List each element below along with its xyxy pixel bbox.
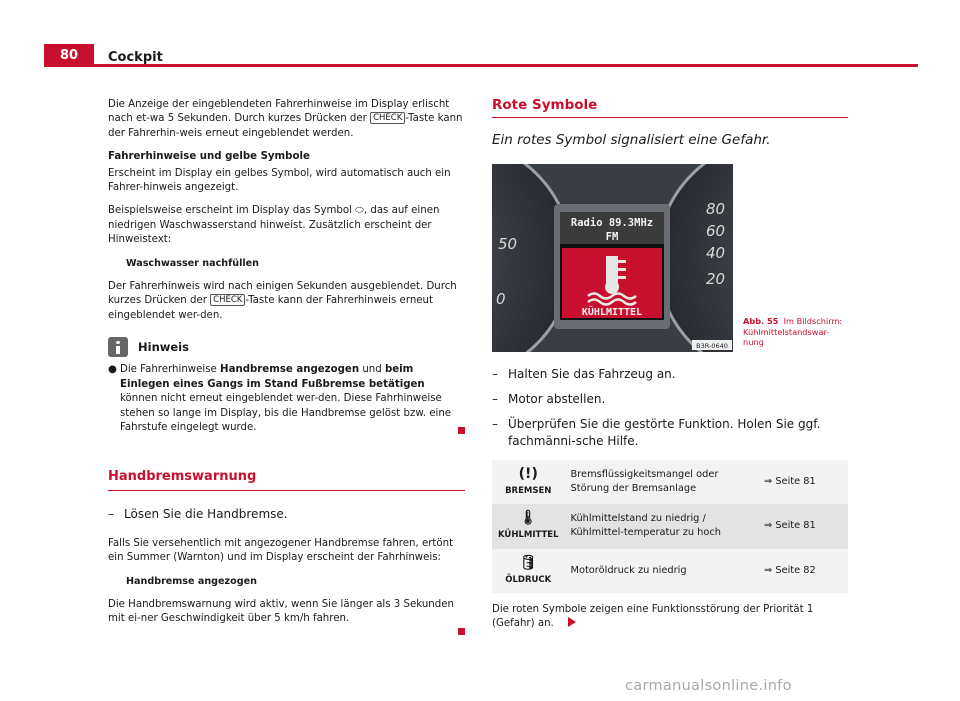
display-radio-text: Radio 89.3MHz: [570, 216, 654, 229]
table-cell-description: Bremsflüssigkeitsmangel oder Störung der Bremsanlage: [565, 460, 758, 504]
paragraph: Die Handbremswarnung wird aktiv, wenn Sie länger als 3 Sekunden mit ei-ner Geschwindigkeit über 5 km/h fahren.: [108, 598, 454, 625]
info-icon: [108, 337, 128, 357]
gauge-label: 0: [496, 289, 506, 308]
right-column: [492, 98, 848, 641]
section-title: Handbremswarnung: [108, 470, 465, 490]
page-reference-link[interactable]: ⇒ Seite 81: [758, 504, 848, 548]
section-end-icon: [458, 628, 465, 635]
instruction-step: – Überprüfen Sie die gestörte Funktion. Holen Sie ggf. fachmänni-sche Hilfe.: [492, 416, 821, 448]
table-row: [492, 460, 848, 504]
check-key: CHECK: [210, 294, 245, 306]
table-row: [492, 549, 848, 593]
header-rule: [44, 64, 918, 67]
instruction-step: – Lösen Sie die Handbremse.: [108, 506, 288, 521]
subheading: Fahrerhinweise und gelbe Symbole: [108, 151, 310, 163]
left-column: [108, 98, 465, 635]
coolant-icon: 🌡 KÜHLMITTEL: [492, 504, 565, 548]
gauge-label: 50: [498, 234, 518, 253]
gauge-label: 20: [706, 269, 726, 288]
cluster-illustration: [492, 164, 733, 352]
symbol-table: [492, 460, 848, 593]
instruction-step: – Motor abstellen.: [492, 391, 606, 406]
paragraph: Falls Sie versehentlich mit angezogener Handbremse fahren, ertönt ein Summer (Warnton) und im Display erscheint der Fahrhinweis:: [108, 537, 454, 564]
table-cell-description: Motoröldruck zu niedrig: [565, 549, 758, 593]
section-title: Rote Symbole: [492, 98, 848, 118]
paragraph: Die Anzeige der eingeblendeten Fahrerhinweise im Display erlischt nach et-wa 5 Sekunden. Durch kurzes Drücken der CHECK -Taste kann der Fahrerhin-weis erneut eingeblendet werden.: [108, 99, 463, 139]
display-warning-text: KÜHLMITTEL: [581, 306, 643, 318]
note-bullet: ● Die Fahrerhinweise Handbremse angezogen und beim Einlegen eines Gangs im Stand Fußbremse betätigen können nicht erneut eingeblendet wer-den. Diese Fahrhinweise stehen so lange im Display, bis die Handbremse gelöst bzw. eine Fahrstufe eingelegt wurde.: [108, 363, 465, 435]
display-message: Waschwasser nachfüllen: [126, 257, 260, 269]
paragraph: Beispielsweise erscheint im Display das Symbol ⬭, das auf einen niedrigen Waschwasserstand hinweist. Zusätzlich erscheint der Hinweistext:: [108, 205, 440, 246]
gauge-label: 80: [706, 199, 726, 218]
bullet-icon: ●: [108, 364, 117, 376]
gauge-label: 40: [706, 243, 726, 262]
section-subtitle: Ein rotes Symbol signalisiert eine Gefahr.: [492, 132, 771, 149]
continue-arrow-icon: [568, 617, 576, 627]
table-row: [492, 504, 848, 548]
page-number: 80: [44, 44, 94, 67]
paragraph: Der Fahrerhinweis wird nach einigen Sekunden ausgeblendet. Durch kurzes Drücken der CHECK -Taste kann der Fahrerhinweis erneut eingeblendet wer-den.: [108, 281, 457, 321]
table-cell-description: Kühlmittelstand zu niedrig / Kühlmittel-temperatur zu hoch: [565, 504, 758, 548]
figure-code: B3R-0640: [696, 341, 728, 350]
instruction-step: – Halten Sie das Fahrzeug an.: [492, 366, 676, 381]
page-reference-link[interactable]: ⇒ Seite 81: [758, 460, 848, 504]
gauge-label: 60: [706, 221, 726, 240]
oil-can-icon: 🛢 ÖLDRUCK: [492, 549, 565, 593]
check-key: CHECK: [370, 112, 405, 124]
chapter-title: Cockpit: [108, 50, 163, 65]
figure: [492, 164, 848, 352]
note-header: [108, 337, 465, 357]
note-title: Hinweis: [138, 340, 189, 355]
page-reference-link[interactable]: ⇒ Seite 82: [758, 549, 848, 593]
brake-warning-icon: (!) BREMSEN: [492, 460, 565, 504]
paragraph: Erscheint im Display ein gelbes Symbol, wird automatisch auch ein Fahrer-hinweis angezeigt.: [108, 167, 451, 194]
paragraph: Die roten Symbole zeigen eine Funktionsstörung der Priorität 1 (Gefahr) an.: [492, 604, 814, 630]
figure-caption: Abb. 55 Im Bildschirm: Kühlmittelstandswar-nung: [743, 316, 843, 348]
display-message: Handbremse angezogen: [126, 575, 257, 587]
display-band-text: FM: [605, 230, 619, 243]
watermark: carmanualsonline.info: [625, 678, 792, 694]
cockpit-display-image: [492, 164, 733, 352]
